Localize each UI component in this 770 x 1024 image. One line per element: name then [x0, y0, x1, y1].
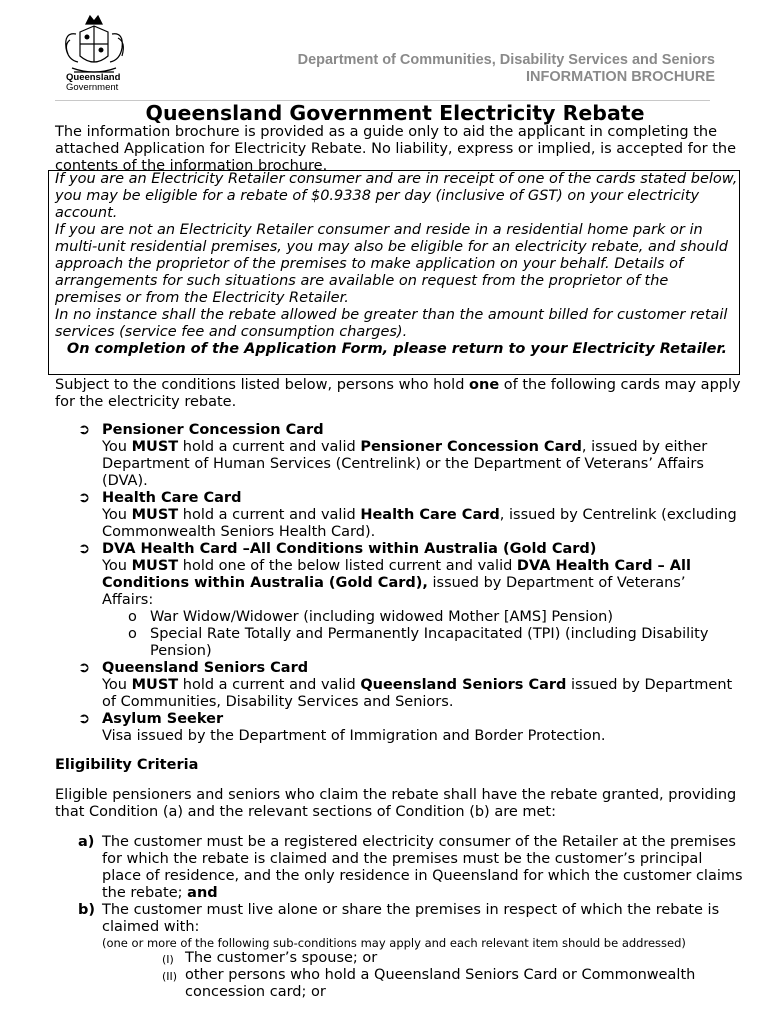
circle-bullet-icon: o	[128, 626, 137, 642]
condition-label: a)	[78, 834, 95, 850]
notice-paragraph-rebate: If you are an Electricity Retailer consumer and are in receipt of one of the cards stated below, you may be eligible for a rebate of $0.9338 per day (inclusive of GST) on your electricity account.	[55, 171, 738, 221]
list-item-pensioner-card	[78, 422, 738, 490]
rebate-notice-box	[48, 170, 740, 375]
subject-text: Subject to the conditions listed below, persons who hold	[55, 377, 470, 393]
arrow-bullet-icon: ➲	[78, 422, 91, 438]
condition-b	[55, 902, 745, 950]
condition-text: The customer must live alone or share the premises in respect of which the rebate is claimed with:	[102, 902, 720, 935]
card-description: You MUST hold a current and valid Pensioner Concession Card, issued by either Department of Human Services (Centrelink) or the Department of Veterans’ Affairs (DVA).	[102, 439, 708, 489]
sub-condition-label: (I)	[162, 953, 174, 966]
list-item-health-care-card	[78, 490, 738, 541]
list-item-asylum-seeker	[78, 711, 738, 745]
sub-condition-i: (I) The customer’s spouse; or	[162, 950, 378, 966]
logo-text-government: Government	[66, 82, 119, 93]
card-description: Visa issued by the Department of Immigration and Border Protection.	[102, 728, 606, 744]
card-description: You MUST hold a current and valid Health Care Card, issued by Centrelink (excluding Commonwealth Seniors Health Card).	[102, 507, 737, 540]
notice-paragraph-residential: If you are not an Electricity Retailer consumer and reside in a residential home park or in multi-unit residential premises, you may also be eligible for an electricity rebate, and should approach the proprietor of the premises to make application on your behalf. Details of arrangements for such situations are available on request from the proprietor of the premises or from the Electricity Retailer.	[55, 222, 728, 306]
card-description: You MUST hold a current and valid Queensland Seniors Card issued by Department of Communities, Disability Services and Seniors.	[102, 677, 733, 710]
department-heading	[298, 52, 715, 86]
card-title: Asylum Seeker	[102, 711, 224, 727]
arrow-bullet-icon: ➲	[78, 711, 91, 727]
circle-bullet-icon: o	[128, 609, 137, 625]
arrow-bullet-icon: ➲	[78, 490, 91, 506]
list-item-seniors-card	[78, 660, 738, 711]
logo-text-queensland: Queensland	[66, 72, 121, 83]
condition-label: b)	[78, 902, 96, 918]
notice-return-instruction: On completion of the Application Form, please return to your Electricity Retailer.	[66, 341, 728, 357]
eligibility-heading: Eligibility Criteria	[55, 757, 199, 773]
condition-note: (one or more of the following sub-conditions may apply and each relevant item should be addressed)	[102, 936, 686, 950]
eligible-cards-list	[78, 422, 738, 745]
card-title: Pensioner Concession Card	[102, 422, 324, 438]
sub-condition-label: (II)	[162, 970, 178, 983]
card-title: DVA Health Card –All Conditions within Australia (Gold Card)	[102, 541, 597, 557]
sub-list-item: o Special Rate Totally and Permanently Incapacitated (TPI) (including Disability Pension)	[128, 626, 709, 659]
subject-emphasis: one	[469, 377, 500, 393]
subject-paragraph	[55, 377, 745, 411]
sub-condition-ii: (II) other persons who hold a Queensland Seniors Card or Commonwealth concession card; or	[162, 967, 696, 1000]
document-type: INFORMATION BROCHURE	[525, 69, 715, 85]
page-header	[0, 0, 770, 105]
eligibility-paragraph: Eligible pensioners and seniors who claim the rebate shall have the rebate granted, providing that Condition (a) and the relevant sections of Condition (b) are met:	[55, 787, 737, 820]
notice-paragraph-limit: In no instance shall the rebate allowed be greater than the amount billed for customer retail services (service fee and consumption charges).	[55, 307, 728, 340]
intro-paragraph: The information brochure is provided as a guide only to aid the applicant in completing the attached Application for Electricity Rebate. No liability, express or implied, is accepted for the contents of the information brochure.	[55, 124, 736, 174]
subject-text-end: of the following cards may apply for the electricity rebate.	[55, 377, 741, 410]
card-description: You MUST hold one of the below listed current and valid DVA Health Card – All Conditions within Australia (Gold Card), issued by Department of Veterans’ Affairs:	[102, 558, 691, 608]
arrow-bullet-icon: ➲	[78, 660, 91, 676]
page-title: Queensland Government Electricity Rebate	[145, 101, 645, 125]
arrow-bullet-icon: ➲	[78, 541, 91, 557]
department-name: Department of Communities, Disability Services and Seniors	[297, 52, 715, 68]
list-item-dva-gold-card	[78, 541, 738, 660]
sub-list-item: o War Widow/Widower (including widowed Mother [AMS] Pension)	[128, 609, 614, 625]
card-title: Health Care Card	[102, 490, 242, 506]
condition-a: a) The customer must be a registered electricity consumer of the Retailer at the premises for which the rebate is claimed and the premises must be the customer’s principal place of residence, and the only residence in Queensland for which the customer claims the rebate; and	[78, 834, 743, 901]
card-title: Queensland Seniors Card	[102, 660, 309, 676]
conditions-list	[55, 834, 745, 1001]
